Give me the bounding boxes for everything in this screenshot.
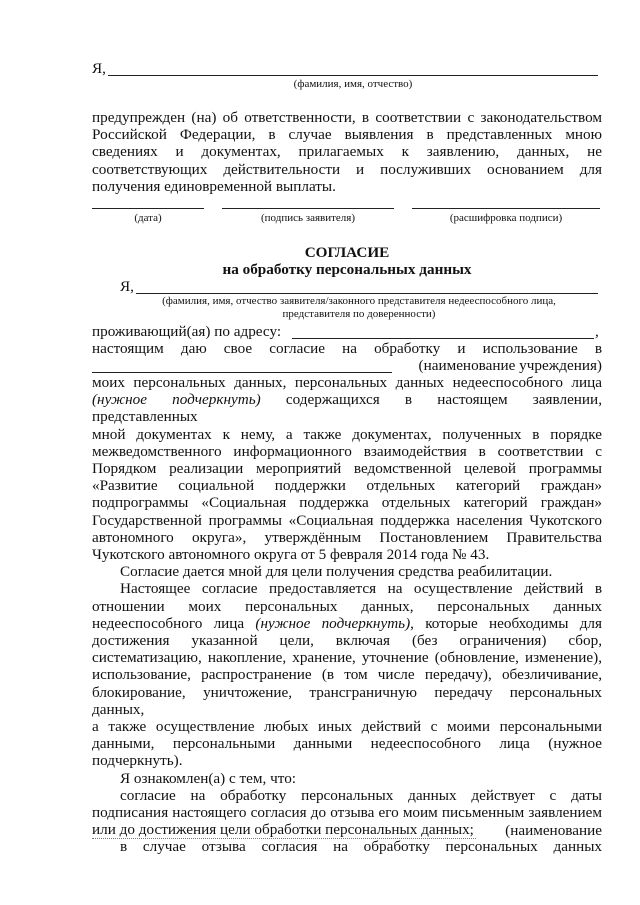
body-line: мной документах к нему, а также документах, полученных в порядке <box>92 425 602 443</box>
body-line: Чукотского автономного округа от 5 февраля 2014 года № 43. <box>92 546 490 564</box>
fio-caption: (фамилия, имя, отчество) <box>293 78 413 90</box>
body-line: (нужное подчеркнуть) содержащихся в настоящем заявлении, представленных <box>92 391 602 426</box>
warning-line: соответствующих действительности и послуживших основанием для <box>92 160 602 178</box>
actions-line: Настоящее согласие предоставляется на осуществление действий в <box>120 580 602 598</box>
consent-statement: настоящим даю свое согласие на обработку и использование в <box>92 340 602 357</box>
validity-line: подписания настоящего согласия до отзыва его моим письменным заявлением <box>92 804 602 822</box>
warning-paragraph <box>92 109 602 195</box>
actions-line: недееспособного лица (нужное подчеркнуть), которые необходимы для <box>92 614 602 632</box>
body-line: Порядком реализации мероприятий ведомственной целевой программы <box>92 460 602 478</box>
ya-label: Я, <box>92 60 106 77</box>
address-label: проживающий(ая) по адресу: <box>92 323 282 340</box>
consent-subtitle: на обработку персональных данных <box>222 261 472 278</box>
validity-line: согласие на обработку персональных данных действует с даты <box>120 786 602 804</box>
body-line: «Развитие социальной поддержки отдельных категорий граждан» <box>92 477 602 495</box>
actions-line: а также осуществление любых иных действий с моими персональными <box>92 718 602 736</box>
date-caption: (дата) <box>134 212 162 224</box>
consent-ya-label: Я, <box>120 278 134 295</box>
institution-line[interactable] <box>92 372 392 373</box>
decode-line[interactable] <box>412 208 600 209</box>
signature-line[interactable] <box>222 208 394 209</box>
body-line: подпрограммы «Социальная поддержка отдельных категорий граждан» <box>92 494 602 512</box>
body-line: моих персональных данных, персональных данных недееспособного лица <box>92 374 602 391</box>
warning-line: сведениях и документах, прилагаемых к заявлению, данных, не <box>92 143 602 161</box>
institution-caption: (наименование учреждения) <box>418 357 602 374</box>
revoke-line: в случае отзыва согласия на обработку персональных данных <box>120 838 602 856</box>
consent-body <box>92 374 602 856</box>
address-comma: , <box>595 323 599 340</box>
body-line: межведомственного информационного взаимодействия в соответствии с <box>92 442 602 460</box>
fio-line[interactable] <box>108 75 598 76</box>
signature-caption: (подпись заявителя) <box>260 212 356 224</box>
actions-line: отношении моих персональных данных, персональных данных <box>92 597 602 615</box>
bottom-separator <box>92 838 476 839</box>
warning-line: предупрежден (на) об ответственности, в соответствии с законодательством <box>92 109 602 126</box>
actions-line: блокирование, уничтожение, трансграничную передачу персональных данных, <box>92 683 602 718</box>
consent-fio-caption-2: представителя по доверенности) <box>282 308 436 320</box>
address-line[interactable] <box>292 338 594 339</box>
validity-line: или до достижения цели обработки персональных данных; <box>92 821 474 839</box>
body-line: Государственной программы «Социальная поддержка населения Чукотского <box>92 511 602 529</box>
revoke-tail: (наименование <box>505 822 602 839</box>
warning-line: Российской Федерации, в случае выявления в представленных мною <box>92 126 602 144</box>
warning-line: получения единовременной выплаты. <box>92 177 336 195</box>
consent-title: СОГЛАСИЕ <box>304 244 390 261</box>
actions-line: систематизацию, накопление, хранение, уточнение (обновление, изменение), <box>92 649 602 667</box>
actions-line: достижения указанной цели, включая (без ограничения) сбор, <box>92 632 602 650</box>
actions-line: использование, распространение (в том числе передачу), обезличивание, <box>92 666 602 684</box>
actions-line: данными, персональными данными недееспособного лица (нужное <box>92 735 602 753</box>
consent-fio-caption-1: (фамилия, имя, отчество заявителя/законного представителя недееспособного лица, <box>162 295 556 307</box>
acquainted-line: Я ознакомлен(а) с тем, что: <box>120 769 297 787</box>
actions-line: подчеркнуть). <box>92 752 183 770</box>
date-line[interactable] <box>92 208 204 209</box>
decode-caption: (расшифровка подписи) <box>449 212 563 224</box>
body-line: автономного округа», утверждённым Постановлением Правительства <box>92 528 602 546</box>
purpose-line: Согласие дается мной для цели получения средства реабилитации. <box>120 563 553 581</box>
consent-fio-line[interactable] <box>136 293 598 294</box>
